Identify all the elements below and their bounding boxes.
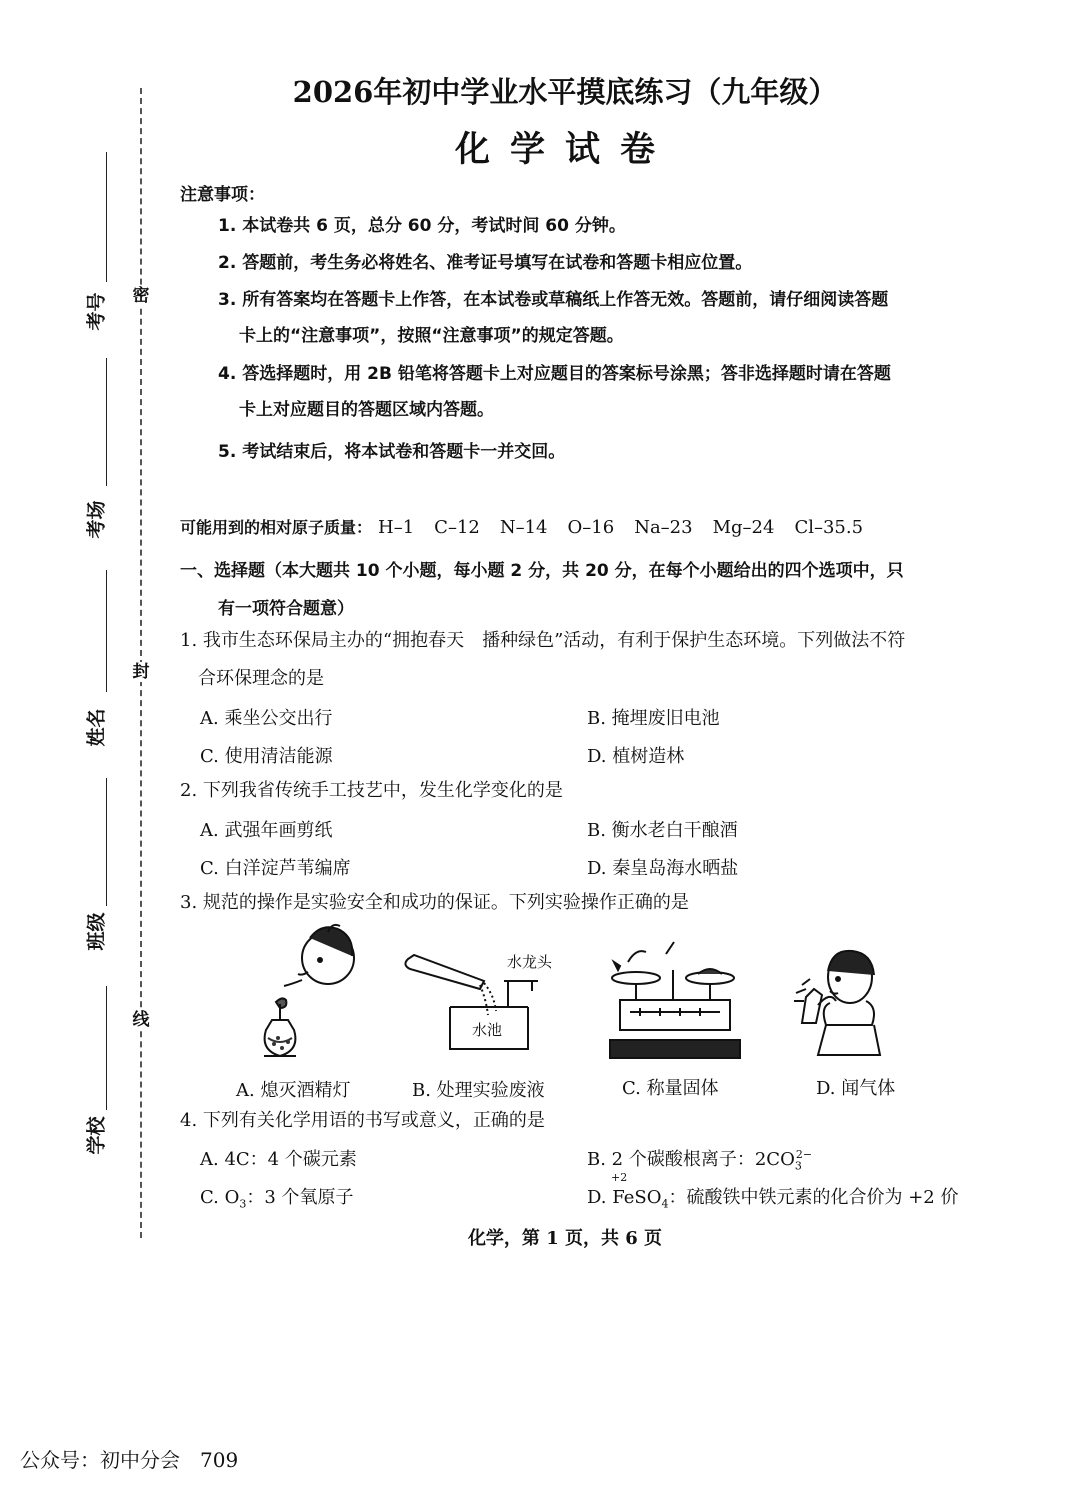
atomic-masses-label: 可能用到的相对原子质量： — [180, 518, 373, 537]
q2-option-a: A. 武强年画剪纸 — [200, 820, 333, 841]
q3-option-c: C. 称量固体 — [622, 1078, 719, 1099]
q2-option-c: C. 白洋淀芦苇编席 — [200, 858, 351, 879]
faucet-label: 水龙头 — [507, 953, 553, 971]
notice-item-4: 4. 答选择题时，用 2B 铅笔将答题卡上对应题目的答案标号涂黑；答非选择题时请在答题 卡上对应题目的答题区域内答题。 — [218, 364, 891, 420]
field-label-xingming: 姓名 — [85, 708, 108, 747]
q4-option-a: A. 4C：4 个碳元素 — [200, 1149, 357, 1170]
atomic-masses — [180, 515, 960, 538]
section-heading: 一、选择题（本大题共 10 个小题，每小题 2 分，共 20 分，在每个小题给出的四个选项中，只 有一项符合题意） — [180, 561, 904, 619]
notice-item-3: 3. 所有答案均在答题卡上作答，在本试卷或草稿纸上作答无效。答题前，请仔细阅读答题 卡上的“注意事项”，按照“注意事项”的规定答题。 — [218, 290, 889, 346]
atomic-mass-n: N–14 — [499, 517, 548, 538]
notice-item-5: 5. 考试结束后，将本试卷和答题卡一并交回。 — [218, 442, 566, 462]
atomic-mass-na: Na–23 — [634, 517, 693, 538]
q3-option-d: D. 闻气体 — [816, 1078, 896, 1099]
question-4-stem: 4. 下列有关化学用语的书写或意义，正确的是 — [180, 1110, 545, 1131]
field-label-xuexiao: 学校 — [85, 1116, 108, 1155]
atomic-mass-cl: Cl–35.5 — [794, 517, 864, 538]
q4-option-c: C. $O_3$：3 个氧原子 — [200, 1187, 354, 1211]
q1-option-a: A. 乘坐公交出行 — [200, 708, 333, 729]
question-1-stem: 1. 我市生态环保局主办的“拥抱春天 播种绿色”活动，有利于保护生态环境。下列做法不符 合环保理念的是 — [180, 630, 906, 689]
atomic-mass-c: C–12 — [434, 517, 480, 538]
seal-char-xian: 线 — [132, 1010, 150, 1030]
q1-option-b: B. 掩埋废旧电池 — [587, 708, 720, 729]
seal-char-feng: 封 — [132, 662, 150, 682]
atomic-mass-o: O–16 — [567, 517, 615, 538]
field-line-banji — [106, 778, 107, 906]
sink-label: 水池 — [472, 1021, 503, 1039]
notice-item-1: 1. 本试卷共 6 页，总分 60 分，考试时间 60 分钟。 — [218, 216, 626, 236]
page-footer: 化学，第 1 页，共 6 页 — [467, 1228, 663, 1249]
valence-mark: +2 — [611, 1171, 628, 1184]
notice-heading: 注意事项： — [180, 185, 265, 205]
notice-item-2: 2. 答题前，考生务必将姓名、准考证号填写在试卷和答题卡相应位置。 — [218, 253, 753, 273]
seal-char-mi: 密 — [132, 286, 150, 306]
exam-title: 2026年初中学业水平摸底练习（九年级） — [292, 75, 838, 109]
field-line-xingming — [106, 570, 107, 692]
figure-a-alcohol-lamp — [250, 920, 360, 1065]
field-line-xuexiao — [106, 986, 107, 1110]
figure-c-balance — [600, 940, 750, 1065]
q3-option-a: A. 熄灭酒精灯 — [236, 1080, 351, 1101]
question-3-stem: 3. 规范的操作是实验安全和成功的保证。下列实验操作正确的是 — [180, 892, 689, 913]
field-label-banji: 班级 — [85, 912, 108, 951]
exam-subtitle: 化学试卷 — [454, 130, 675, 170]
q2-option-d: D. 秦皇岛海水晒盐 — [587, 858, 739, 879]
question-2-stem: 2. 下列我省传统手工技艺中，发生化学变化的是 — [180, 780, 563, 801]
field-label-kaohao: 考号 — [85, 292, 108, 331]
atomic-mass-mg: Mg–24 — [712, 517, 775, 538]
watermark: 公众号：初中分会 709 — [20, 1448, 239, 1472]
figure-d-smell-gas — [780, 945, 890, 1065]
atomic-mass-h: H–1 — [378, 517, 415, 538]
q3-option-b: B. 处理实验废液 — [412, 1080, 545, 1101]
field-label-kaochang: 考场 — [85, 500, 108, 539]
field-line-kaochang — [106, 358, 107, 486]
q2-option-b: B. 衡水老白干酿酒 — [587, 820, 738, 841]
q1-option-d: D. 植树造林 — [587, 746, 685, 767]
q4-option-b: B. 2 个碳酸根离子：$2CO_3^{2-}$ — [587, 1148, 813, 1173]
figure-b-waste-disposal — [400, 945, 560, 1055]
field-line-kaohao — [106, 152, 107, 282]
q1-option-c: C. 使用清洁能源 — [200, 746, 333, 767]
q4-option-d: +2 D. FeSO$_4$：硫酸铁中铁元素的化合价为 +2 价 — [587, 1171, 959, 1211]
